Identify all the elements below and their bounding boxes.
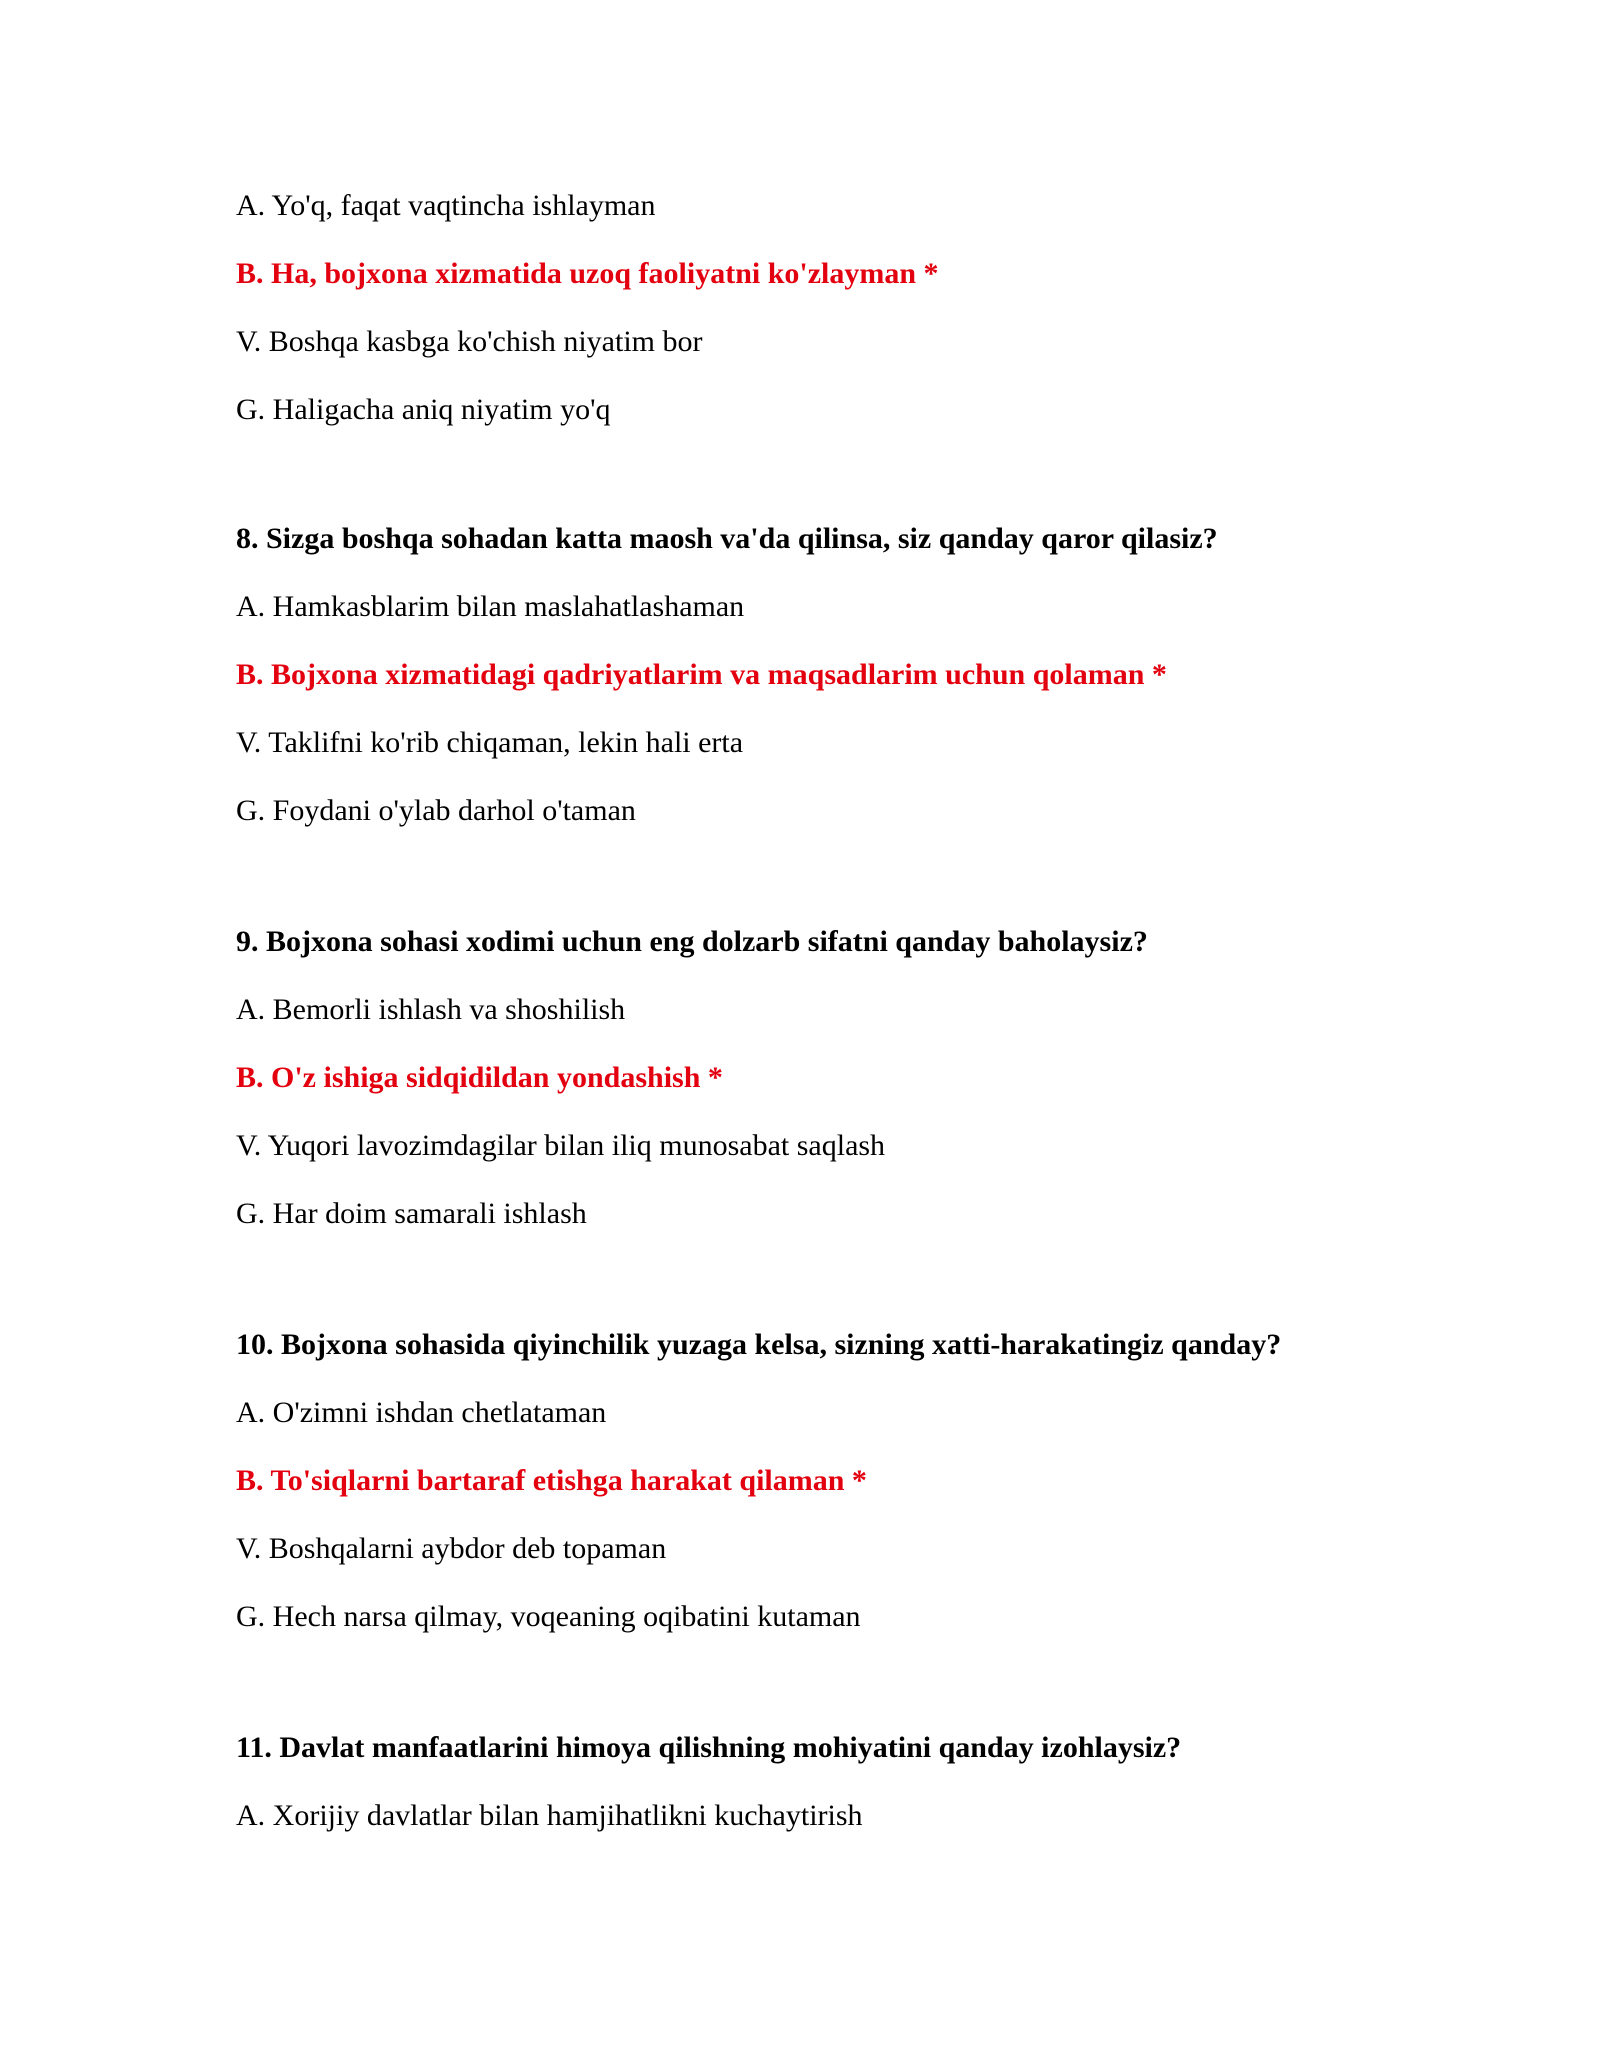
question-7-options bbox=[236, 188, 1456, 460]
question-8 bbox=[236, 521, 1456, 861]
option-a: A. Xorijiy davlatlar bilan hamjihatlikni kuchaytirish bbox=[236, 1799, 863, 1832]
option-a: A. Bemorli ishlash va shoshilish bbox=[236, 993, 626, 1026]
option-b-correct: B. To'siqlarni bartaraf etishga harakat qilaman * bbox=[236, 1464, 867, 1497]
question-text: 11. Davlat manfaatlarini himoya qilishning mohiyatini qanday izohlaysiz? bbox=[236, 1731, 1182, 1764]
question-text: 8. Sizga boshqa sohadan katta maosh va'da qilinsa, siz qanday qaror qilasiz? bbox=[236, 522, 1218, 555]
option-g: G. Foydani o'ylab darhol o'taman bbox=[236, 794, 636, 827]
option-a: A. Yo'q, faqat vaqtincha ishlayman bbox=[236, 189, 656, 222]
question-text: 9. Bojxona sohasi xodimi uchun eng dolzarb sifatni qanday baholaysiz? bbox=[236, 925, 1148, 958]
option-b-correct: B. Bojxona xizmatidagi qadriyatlarim va maqsadlarim uchun qolaman * bbox=[236, 658, 1167, 691]
option-g: G. Haligacha aniq niyatim yo'q bbox=[236, 393, 611, 426]
option-v: V. Yuqori lavozimdagilar bilan iliq munosabat saqlash bbox=[236, 1129, 886, 1162]
question-9 bbox=[236, 924, 1456, 1264]
option-a: A. Hamkasblarim bilan maslahatlashaman bbox=[236, 590, 745, 623]
question-11 bbox=[236, 1730, 1456, 1866]
option-v: V. Boshqa kasbga ko'chish niyatim bor bbox=[236, 325, 703, 358]
option-v: V. Taklifni ko'rib chiqaman, lekin hali erta bbox=[236, 726, 744, 759]
option-a: A. O'zimni ishdan chetlataman bbox=[236, 1396, 607, 1429]
question-text: 10. Bojxona sohasida qiyinchilik yuzaga kelsa, sizning xatti-harakatingiz qanday? bbox=[236, 1328, 1282, 1361]
option-g: G. Hech narsa qilmay, voqeaning oqibatini kutaman bbox=[236, 1600, 861, 1633]
option-b-correct: B. Ha, bojxona xizmatida uzoq faoliyatni ko'zlayman * bbox=[236, 257, 939, 290]
option-b-correct: B. O'z ishiga sidqidildan yondashish * bbox=[236, 1061, 723, 1094]
option-v: V. Boshqalarni aybdor deb topaman bbox=[236, 1532, 667, 1565]
question-10 bbox=[236, 1327, 1456, 1667]
option-g: G. Har doim samarali ishlash bbox=[236, 1197, 587, 1230]
